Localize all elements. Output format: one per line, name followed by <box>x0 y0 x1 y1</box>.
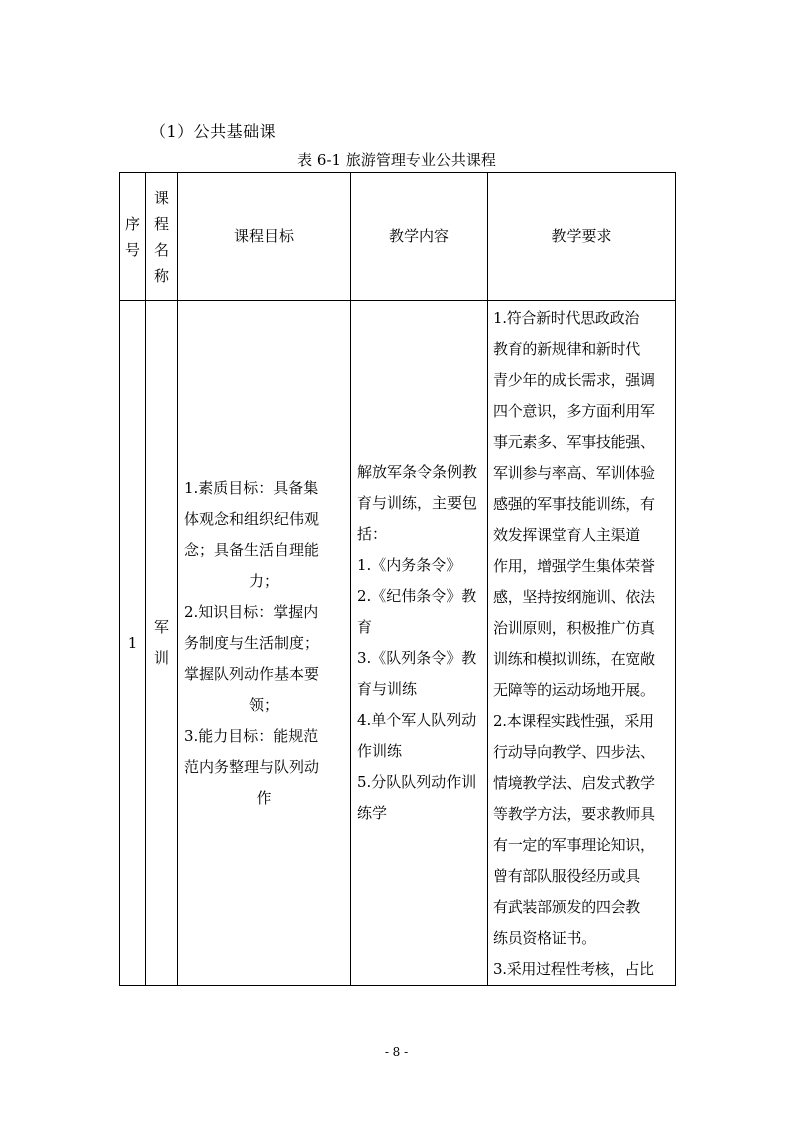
requirements-line: 教育的新规律和新时代 <box>493 340 641 358</box>
requirements-line: 四个意识，多方面利用军 <box>493 402 655 420</box>
requirements-line: 青少年的成长需求，强调 <box>493 371 655 389</box>
table-row <box>120 301 676 986</box>
requirements-line: 3.采用过程性考核，占比 <box>493 960 654 978</box>
header-seq <box>120 173 146 301</box>
header-name-char: 称 <box>153 266 169 285</box>
requirements-line: 作用，增强学生集体荣誉 <box>493 557 655 575</box>
goals-line: 念；具备生活自理能 <box>184 540 320 559</box>
requirements-line: 训练和模拟训练，在宽敞 <box>493 650 655 668</box>
requirements-line: 军训参与率高、军训体验 <box>493 464 655 482</box>
table-caption: 表 6-1 旅游管理专业公共课程 <box>297 151 496 169</box>
requirements-line: 有武装部颁发的四会教 <box>493 898 641 916</box>
goals-line: 领； <box>248 695 279 714</box>
table-header-row <box>120 173 676 301</box>
requirements-line: 曾有部队服役经历或具 <box>493 867 641 885</box>
goals-line: 体观念和组织纪伟观 <box>184 509 320 528</box>
requirements-line: 练员资格证书。 <box>493 929 596 947</box>
content-line: 育 <box>357 618 373 636</box>
header-seq-char: 序 <box>124 214 140 233</box>
row-course-goals <box>178 301 351 986</box>
goals-line: 力； <box>248 571 279 590</box>
content-line: 2.《纪伟条令》教 <box>357 587 477 605</box>
header-name-char: 名 <box>153 240 169 259</box>
row-seq: 1 <box>120 301 146 986</box>
goals-line: 3.能力目标：能规范 <box>184 726 319 745</box>
content-line: 4.单个军人队列动 <box>357 711 477 729</box>
goals-line: 2.知识目标：掌握内 <box>184 602 319 621</box>
requirements-line: 情境教学法、启发式教学 <box>493 774 655 792</box>
requirements-line: 无障等的运动场地开展。 <box>493 681 655 699</box>
header-teaching-content: 教学内容 <box>351 173 488 301</box>
row-teaching-content <box>351 301 488 986</box>
requirements-line: 效发挥课堂育人主渠道 <box>493 526 641 544</box>
requirements-line: 感，坚持按纲施训、依法 <box>493 588 655 606</box>
requirements-line: 2.本课程实践性强，采用 <box>493 712 654 730</box>
course-name-char: 军 <box>153 618 169 636</box>
header-teaching-requirements: 教学要求 <box>488 173 676 301</box>
requirements-line: 治训原则，积极推广仿真 <box>493 619 655 637</box>
goals-line: 掌握队列动作基本要 <box>184 664 320 683</box>
content-line: 括： <box>357 525 388 543</box>
header-seq-char: 号 <box>124 240 140 259</box>
requirements-line: 事元素多、军事技能强、 <box>493 433 655 451</box>
row-teaching-requirements <box>488 301 676 986</box>
content-line: 3.《队列条令》教 <box>357 649 477 667</box>
content-line: 1.《内务条令》 <box>357 556 462 574</box>
row-course-name <box>146 301 178 986</box>
requirements-line: 等教学方法，要求教师具 <box>493 805 655 823</box>
header-name-char: 程 <box>153 214 169 233</box>
requirements-line: 感强的军事技能训练，有 <box>493 495 655 513</box>
header-course-name <box>146 173 178 301</box>
course-name-char: 训 <box>153 649 169 667</box>
requirements-line: 有一定的军事理论知识， <box>493 836 655 854</box>
requirements-line: 1.符合新时代思政政治 <box>493 309 640 327</box>
header-name-char: 课 <box>153 188 169 207</box>
goals-line: 范内务整理与队列动 <box>184 757 320 776</box>
requirements-line: 行动导向教学、四步法、 <box>493 743 655 761</box>
page-number: - 8 - <box>384 1045 409 1059</box>
goals-line: 1.素质目标：具备集 <box>184 478 319 497</box>
content-line: 5.分队队列动作训 <box>357 773 477 791</box>
section-heading: （1）公共基础课 <box>150 122 277 141</box>
goals-line: 作 <box>256 788 272 807</box>
content-line: 育与训练 <box>357 680 418 698</box>
content-line: 育与训练，主要包 <box>357 494 478 512</box>
goals-line: 务制度与生活制度； <box>184 633 320 652</box>
header-course-goals: 课程目标 <box>178 173 351 301</box>
content-line: 解放军条令条例教 <box>357 463 478 481</box>
content-line: 作训练 <box>357 742 403 760</box>
content-line: 练学 <box>357 804 388 822</box>
course-table <box>119 172 676 986</box>
